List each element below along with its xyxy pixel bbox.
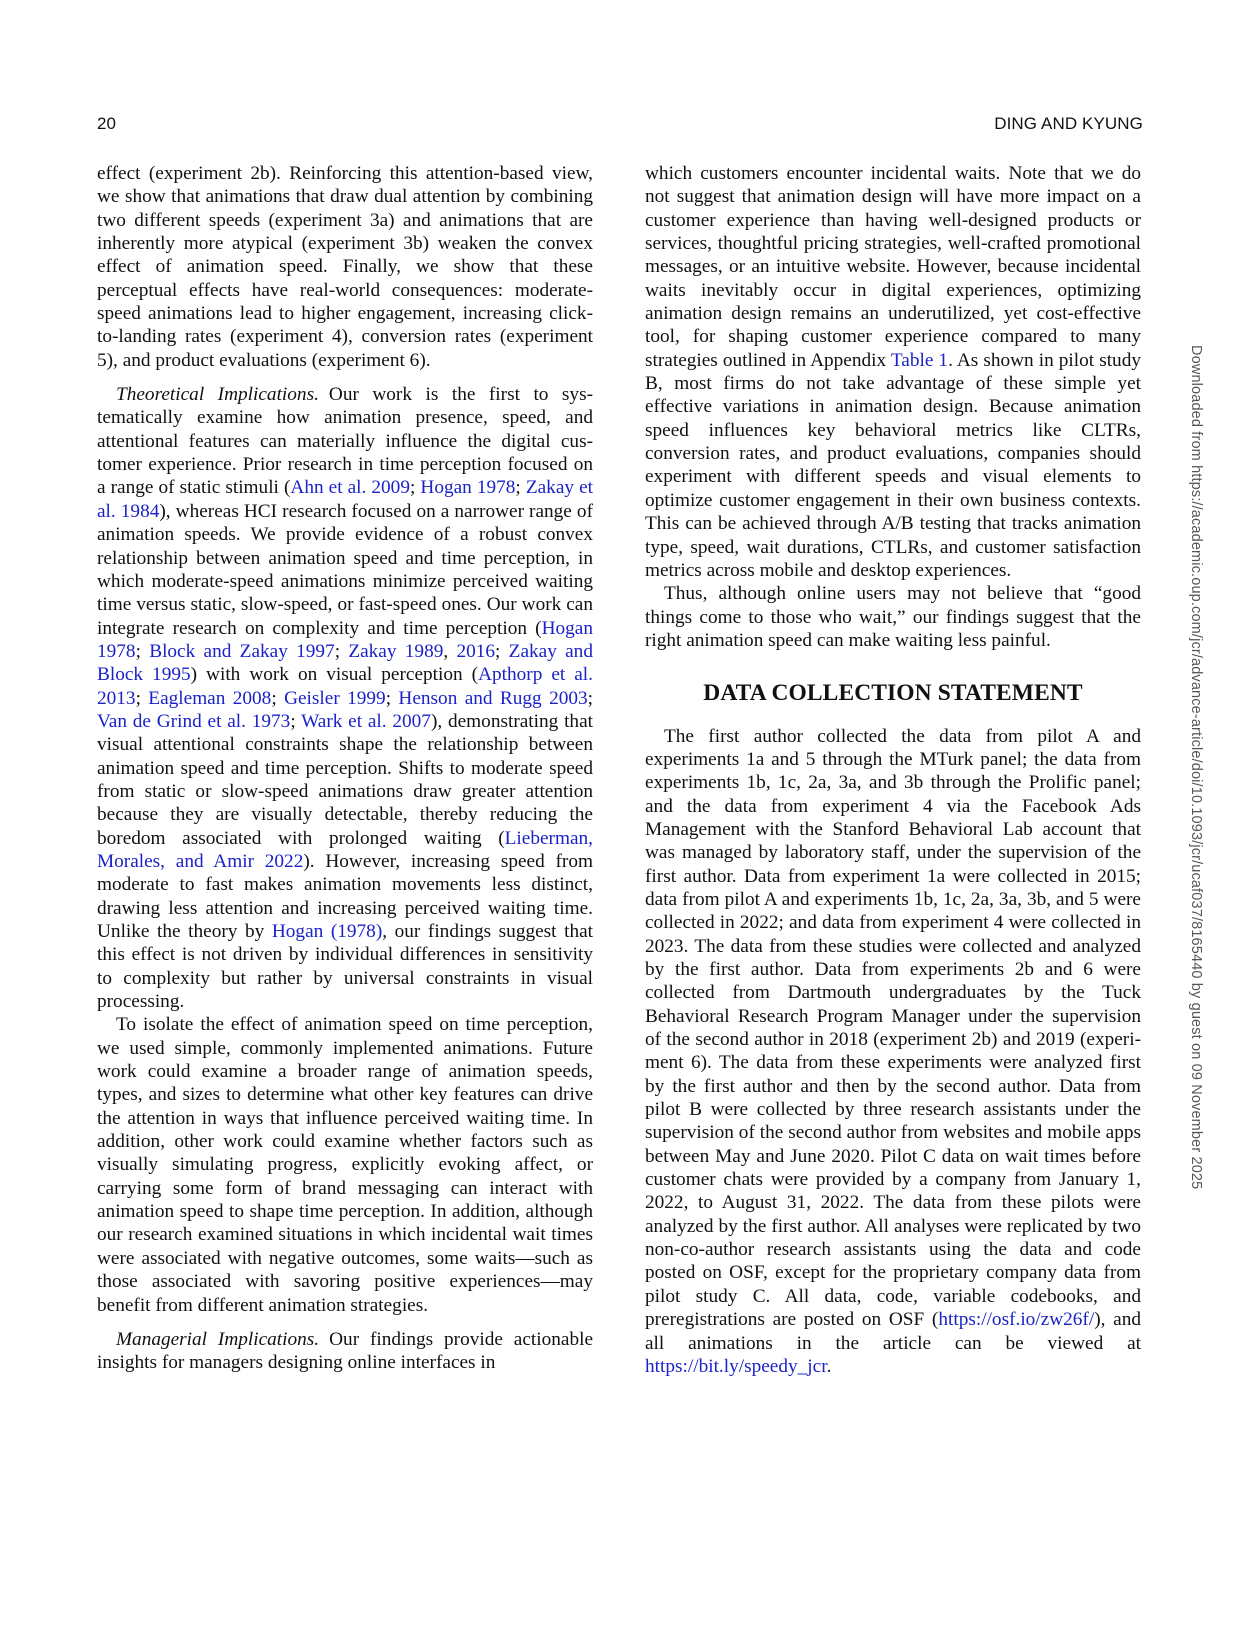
paragraph-data-collection: The first author collected the data from pilot A and experiments 1a and 5 through the MTurk panel; the data from experiments 1b, 1c, 2a, 3a, and 3b through the Prolific panel; and the data from experiment 4 via the Facebook Ads Management with the Stanford Behavioral Lab account that was managed by laboratory staff, under the supervision of the first author. Data from experiment 1a were collected in 2015; data from pilot A and experiments 1b, 1c, 2a, 3a, 3b, and 5 were collected in 2022; and data from experiment 4 were collected in 2023. The data from these studies were collected and analyzed by the first author. Data from experiments 2b and 6 were collected from Dartmouth undergraduates by the Tuck Behavioral Research Program Manager under the supervision of the second author in 2018 (experiment 2b) and 2019 (experiment 6). The data from these experiments were analyzed first by the first author and then by the second author. Data from pilot B were collected by three research assistants under the supervision of the second author from websites and mobile apps between May and June 2020. Pilot C data on wait times before customer chats were provided by a company from January 1, 2022, to August 31, 2022. The data from these pilots were analyzed by the first author. All analyses were replicated by two non-co-author research assistants using the data and code posted on OSF, except for the proprietary company data from pilot study C. All data, code, variable codebooks, and preregistrations are posted on OSF (https://osf.io/zw26f/), and all animations in the article can be viewed at https://bit.ly/speedy_jcr. xyxy=(645,725,1141,1377)
animations-link[interactable]: https://bit.ly/speedy_jcr xyxy=(645,1355,827,1377)
citation-link[interactable]: 2016 xyxy=(456,640,496,662)
citation-link[interactable]: Hogan (1978) xyxy=(271,921,383,942)
paragraph-conclusion: Thus, although online users may not believe that “good things come to those who wait,” our findings suggest that the right animation speed can make waiting less painful. xyxy=(645,583,1141,651)
paragraph-managerial-continued: which customers encounter incidental waits. Note that we do not suggest that animation design will have more impact on a customer experience than having well-designed products or services, thoughtful pricing strategies, well-crafted promotional messages, or an intuitive website. However, because incidental waits inevitably occur in digital experiences, optimizing animation design remains an underutilized, yet cost-effective tool, for shaping customer experience compared to many strategies outlined in Appendix Table 1. As shown in pilot study B, most firms do not take advantage of these simple yet effective variations in animation design. Because animation speed influences key behavioral metrics like CLTRs, conversion rates, and product evaluations, companies should experiment with different speeds and visual elements to optimize customer engagement in their own business contexts. This can be achieved through A/B testing that tracks animation type, speed, wait durations, CTLRs, and customer satisfaction metrics across mobile and desktop experiences. xyxy=(645,163,1141,581)
citation-link[interactable]: Geisler 1999 xyxy=(284,687,386,709)
citation-link[interactable]: Henson and Rugg 2003 xyxy=(398,687,588,709)
paragraph-experiment-summary: effect (experiment 2b). Reinforcing this attention-based view, we show that animations that draw dual attention by combining two different speeds (experiment 3a) and animations that are inherently more atypical (experiment 3b) weaken the convex effect of animation speed. Finally, we show that these perceptual effects have real-world consequences: moderate-speed animations lead to higher engagement, increasing click-to-landing rates (experiment 4), conversion rates (experiment 5), and product evaluations (experiment 6). xyxy=(97,163,593,371)
citation-link[interactable]: Hogan 1978 xyxy=(97,617,593,662)
citation-link[interactable]: Ahn et al. 2009 xyxy=(290,477,410,499)
download-watermark: Downloaded from https://academic.oup.com/jcr/advance-article/doi/10.1093/jcr/ucaf037/8165440 by guest on 09 November 2025 xyxy=(1188,345,1204,1190)
running-head-authors: DING AND KYUNG xyxy=(994,114,1143,133)
citation-link[interactable]: Van de Grind et al. 1973 xyxy=(97,710,291,732)
left-column xyxy=(97,162,593,1375)
runin-heading-managerial: Managerial Implications. xyxy=(116,1328,320,1350)
paragraph-future-work: To isolate the effect of animation speed on time perception, we used simple, commonly implemented animations. Future work could examine a broader range of animation speeds, types, and sizes to determine what other key features can drive the attention in ways that influence perceived waiting time. In addition, other work could examine whether factors such as visually simulating progress, explicitly evoking affect, or carrying some form of brand messaging can interact with animation speed to shape time perception. In addition, although our research examined situations in which incidental wait times were associated with negative outcomes, some waits—such as those associated with savoring positive experiences—may benefit from different animation strategies. xyxy=(97,1014,593,1316)
citation-link[interactable]: Zakay and Block 1995 xyxy=(97,640,593,686)
runin-heading-theoretical: Theoretical Implications. xyxy=(116,384,319,406)
citation-link[interactable]: Hogan 1978 xyxy=(420,477,516,499)
citation-link[interactable]: Eagleman 2008 xyxy=(148,687,272,709)
citation-link[interactable]: Apthorp et al. 2013 xyxy=(97,664,593,709)
citation-link[interactable]: Zakay 1989 xyxy=(348,640,444,662)
paragraph-theoretical-implications: Theoretical Implications. Our work is the first to systematically examine how animation presence, speed, and attentional features can materially influence the digital customer experience. Prior research in time perception focused on a range of static stimuli (Ahn et al. 2009; Hogan 1978; Zakay et al. 1984), whereas HCI research focused on a narrower range of animation speeds. We provide evidence of a robust convex relationship between animation speed and time perception, in which moderate-speed animations minimize perceived waiting time versus static, slow-speed, or fast-speed ones. Our work can integrate research on complexity and time perception (Hogan 1978; Block and Zakay 1997; Zakay 1989, 2016; Zakay and Block 1995) with work on visual perception (Apthorp et al. 2013; Eagleman 2008; Geisler 1999; Henson and Rugg 2003; Van de Grind et al. 1973; Wark et al. 2007), demonstrating that visual attentional constraints shape the relationship between animation speed and time perception. Shifts to moderate speed from static or slow-speed animations draw greater attention because they are visually detectable, thereby reducing the boredom associated with prolonged waiting (Lieberman, Morales, and Amir 2022). However, increasing speed from moderate to fast makes animation movements less distinct, drawing less attention and increasing perceived waiting time. Unlike the theory by Hogan (1978), our findings suggest that this effect is not driven by individual differences in sensitivity to complexity but rather by universal constraints in visual processing. xyxy=(97,384,594,1013)
page-number: 20 xyxy=(97,114,117,133)
osf-link[interactable]: https://osf.io/zw26f/ xyxy=(938,1309,1095,1331)
paragraph-managerial-implications: Managerial Implications. Our findings provide actionable insights for managers designing online interfaces in xyxy=(97,1328,594,1374)
section-heading-data-collection: DATA COLLECTION STATEMENT xyxy=(703,680,1083,707)
citation-link[interactable]: Wark et al. 2007 xyxy=(301,710,431,732)
citation-link[interactable]: Lieberman, Morales, and Amir 2022 xyxy=(97,827,593,872)
citation-link[interactable]: Block and Zakay 1997 xyxy=(149,640,335,662)
citation-link[interactable]: Zakay et al. 1984 xyxy=(97,477,593,522)
right-column xyxy=(645,162,1141,1378)
table-reference-link[interactable]: Table 1 xyxy=(890,349,949,371)
